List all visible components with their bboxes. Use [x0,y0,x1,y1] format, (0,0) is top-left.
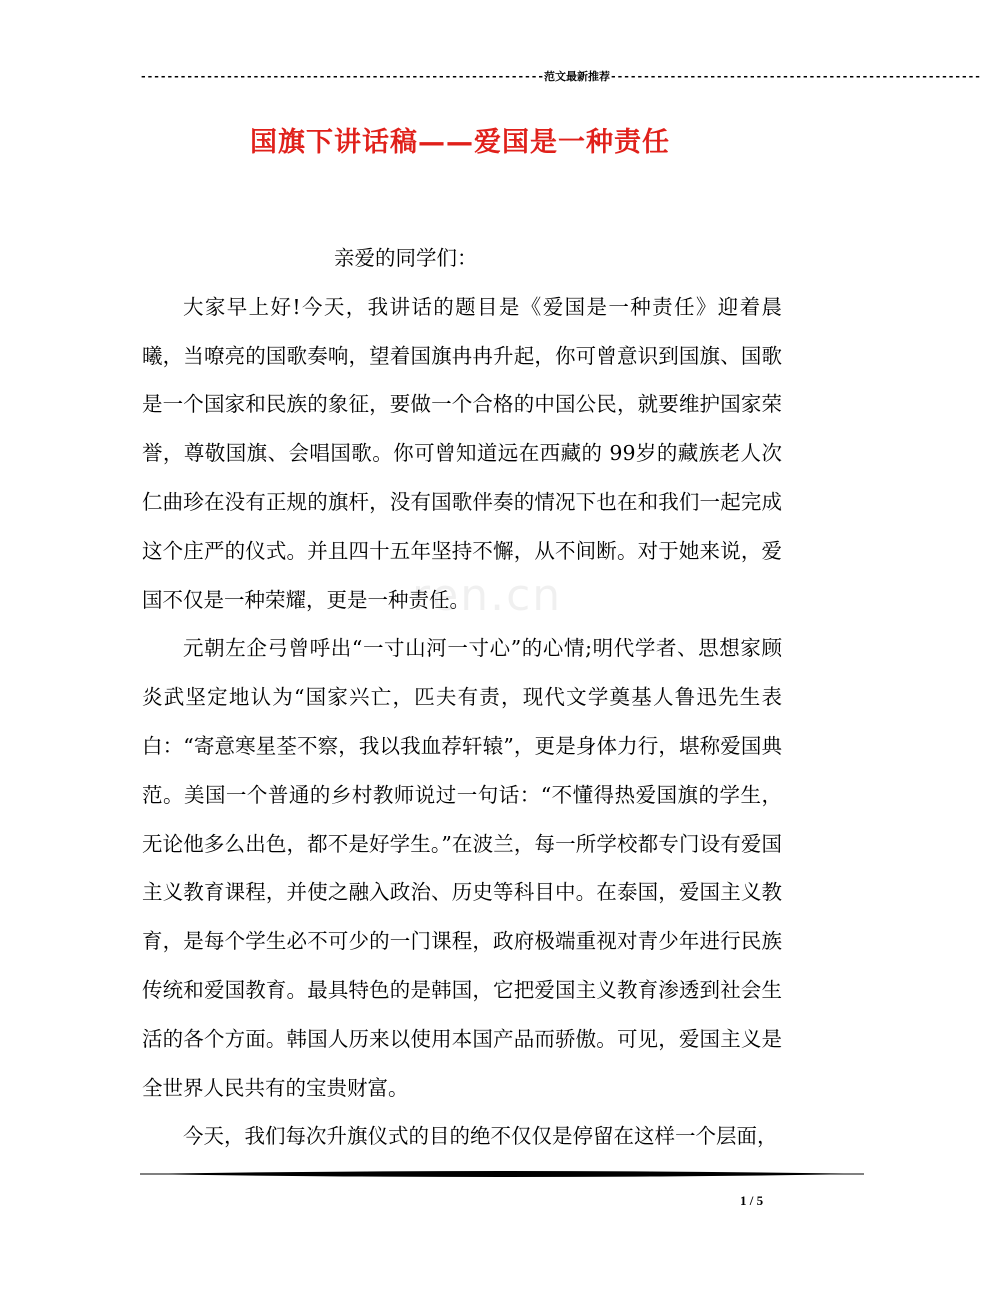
paragraph-1: 大家早上好!今天，我讲话的题目是《爱国是一种责任》迎着晨曦，当嘹亮的国歌奏响，望着国旗冉冉升起，你可曾意识到国旗、国歌是一个国家和民族的象征，要做一个合格的中国公民，就要维护国家荣誉，尊敬国旗、会唱国歌。你可曾知道远在西藏的 99岁的藏族老人次仁曲珍在没有正规的旗杆，没有国歌伴奏的情况下也在和我们一起完成这个庄严的仪式。并且四十五年坚持不懈，从不间断。对于她来说，爱国不仅是一种荣耀，更是一种责任。 [142,294,782,612]
document-title: 国旗下讲话稿——爱国是一种责任 [250,127,670,158]
footer-rule [140,1168,864,1180]
watermark: ren.cn [412,570,563,621]
header-banner: -------------------------------------------------------------范文最新推荐-------------------------------------------------------- [140,70,981,83]
paragraph-2: 元朝左企弓曾呼出“一寸山河一寸心”的心情;明代学者、思想家顾炎武坚定地认为“国家兴亡，匹夫有责，现代文学奠基人鲁迅先生表白：“寄意寒星荃不察，我以我血荐轩辕”，更是身体力行，堪称爱国典范。美国一个普通的乡村教师说过一句话：“不懂得热爱国旗的学生，无论他多么出色，都不是好学生。”在波兰，每一所学校都专门设有爱国主义教育课程，并使之融入政治、历史等科目中。在泰国，爱国主义教育，是每个学生必不可少的一门课程，政府极端重视对青少年进行民族传统和爱国教育。最具特色的是韩国，它把爱国主义教育渗透到社会生活的各个方面。韩国人历来以使用本国产品而骄傲。可见，爱国主义是全世界人民共有的宝贵财富。 [142,636,782,1100]
document-body [142,234,782,1161]
paragraph-3: 今天，我们每次升旗仪式的目的绝不仅仅是停留在这样一个层面， [183,1124,778,1149]
page-number: 1 / 5 [740,1193,764,1208]
greeting: 亲爱的同学们： [334,246,478,270]
